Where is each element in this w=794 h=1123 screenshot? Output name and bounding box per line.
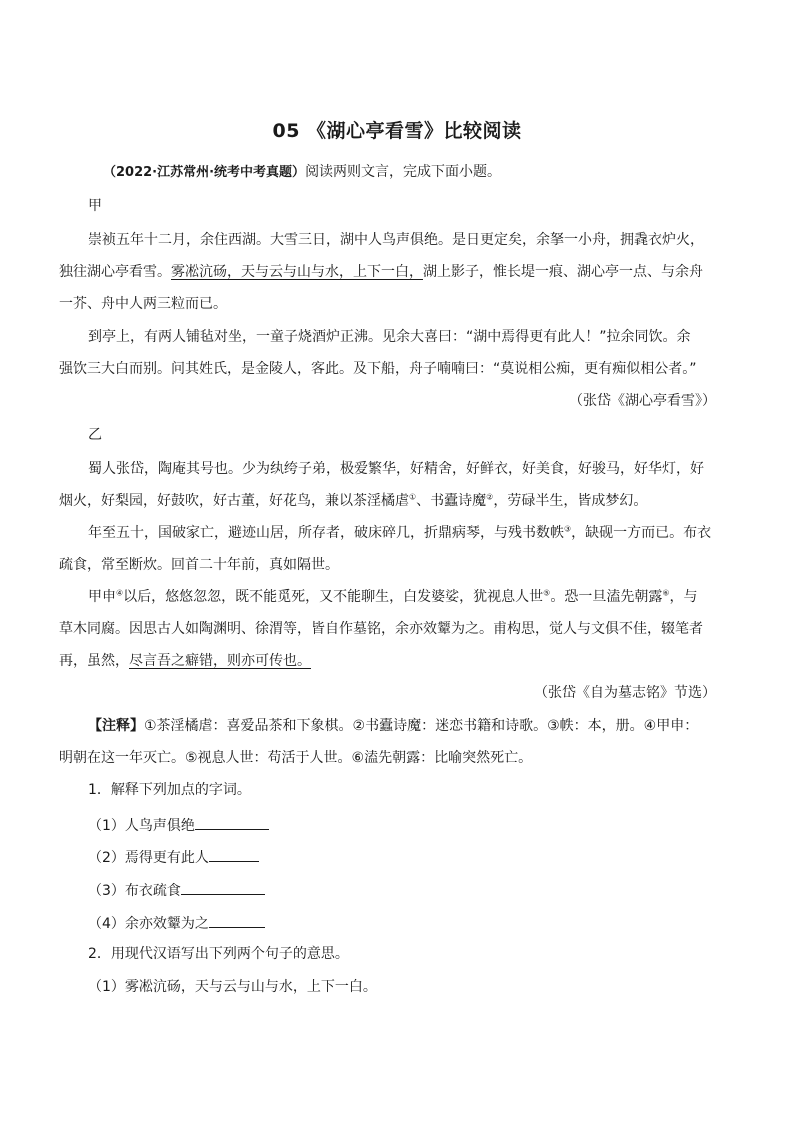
- notes-label: 【注释】: [88, 718, 144, 734]
- jia-p1-line3: 一芥、舟中人两三粒而已。: [59, 296, 227, 312]
- yi-p3-line1: [88, 587, 698, 607]
- q1-item-4-text: （4）余亦效颦为之: [88, 916, 209, 932]
- underlined-sentence-jia: 雾凇沆砀，天与云与山与水，上下一白，: [171, 264, 423, 280]
- jia-p1-line2: [59, 262, 703, 282]
- yi-p3-line1-a: 甲申: [88, 589, 116, 605]
- yi-p3-line3: [59, 651, 311, 671]
- notes-text-1: ①茶淫橘虐：喜爱品茶和下象棋。②书蠹诗魔：迷恋书籍和诗歌。③帙：本，册。④甲申：: [144, 718, 699, 734]
- jia-p1-line2-b: 湖上影子，惟长堤一痕、湖心亭一点、与余舟: [423, 264, 703, 280]
- document-title: 05 《湖心亭看雪》比较阅读: [272, 120, 522, 142]
- yi-citation: （张岱《自为墓志铭》节选）: [534, 685, 716, 701]
- answer-blank[interactable]: [181, 879, 265, 895]
- jia-p1-line1: 崇祯五年十二月，余住西湖。大雪三日，湖中人鸟声俱绝。是日更定矣，余拏一小舟，拥毳衣炉火，: [88, 232, 704, 248]
- yi-p3-line2: 草木同腐。因思古人如陶渊明、徐渭等，皆自作墓铭，余亦效颦为之。甫构思，觉人与文俱不佳，辍笔者: [59, 621, 703, 637]
- intro-instruction: 阅读两则文言，完成下面小题。: [305, 164, 502, 180]
- question-2: 2．用现代汉语写出下列两个句子的意思。: [88, 946, 349, 962]
- note-marker-2: ②: [486, 492, 494, 502]
- q1-item-1: [88, 814, 269, 836]
- yi-p2-line1-a: 年至五十，国破家亡，避迹山居，所存者，破床碎几，折鼎病琴，与残书数帙: [88, 525, 564, 541]
- q2-item-1: （1）雾凇沆砀，天与云与山与水，上下一白。: [88, 979, 377, 995]
- passage-jia-label: 甲: [88, 198, 102, 214]
- jia-p2-line1: 到亭上，有两人铺毡对坐，一童子烧酒炉正沸。见余大喜曰：“湖中焉得更有此人！”拉余同饮。余: [88, 329, 691, 345]
- yi-p3-line1-b: 以后，悠悠忽忽，既不能觅死，又不能聊生，白发婆娑，犹视息人世: [123, 589, 544, 605]
- yi-p1-line2: [59, 491, 647, 511]
- jia-p2-line2: 强饮三大白而别。问其姓氏，是金陵人，客此。及下船，舟子喃喃曰：“莫说相公痴，更有痴似相公者。”: [59, 361, 697, 377]
- answer-blank[interactable]: [209, 912, 265, 928]
- jia-citation: （张岱《湖心亭看雪》）: [569, 393, 716, 409]
- yi-p3-line1-d: ，与: [669, 589, 698, 605]
- yi-p3-line1-c: 。恐一旦溘先朝露: [550, 589, 663, 605]
- note-marker-3: ③: [564, 524, 572, 534]
- yi-p2-line1-b: ，缺砚一方而已。布衣: [571, 525, 712, 541]
- yi-p1-line2-b: 、书蠹诗魔: [416, 493, 487, 509]
- q1-item-2-text: （2）焉得更有此人: [88, 850, 209, 866]
- yi-p1-line1: 蜀人张岱，陶庵其号也。少为纨绔子弟，极爱繁华，好精舍，好鲜衣，好美食，好骏马，好华灯，好: [88, 461, 704, 477]
- answer-blank[interactable]: [195, 814, 269, 830]
- notes-line2: 明朝在这一年灭亡。⑤视息人世：苟活于人世。⑥溘先朝露：比喻突然死亡。: [59, 750, 533, 766]
- answer-blank[interactable]: [209, 846, 259, 862]
- notes-line1: [88, 716, 698, 736]
- yi-p2-line1: [88, 523, 711, 543]
- q1-item-4: [88, 912, 265, 934]
- yi-p1-line2-c: ，劳碌半生，皆成梦幻。: [493, 493, 648, 509]
- jia-p1-line2-a: 独往湖心亭看雪。: [59, 264, 171, 280]
- passage-yi-label: 乙: [88, 427, 102, 443]
- q1-item-3-text: （3）布衣疏食: [88, 883, 181, 899]
- note-marker-6: ⑥: [662, 588, 670, 598]
- q1-item-3: [88, 879, 265, 901]
- q1-item-2: [88, 846, 259, 868]
- note-marker-1: ①: [409, 492, 417, 502]
- note-marker-4: ④: [116, 588, 124, 598]
- underlined-sentence-yi: 尽言吾之癖错，则亦可传也。: [129, 653, 311, 669]
- question-source: （2022·江苏常州·统考中考真题）: [103, 165, 306, 180]
- yi-p3-line3-a: 再，虽然，: [59, 653, 129, 669]
- note-marker-5: ⑤: [543, 588, 551, 598]
- yi-p2-line2: 疏食，常至断炊。回首二十年前，真如隔世。: [59, 557, 339, 573]
- intro-line: [103, 162, 501, 183]
- question-1: 1．解释下列加点的字词。: [88, 782, 251, 798]
- q1-item-1-text: （1）人鸟声俱绝: [88, 818, 195, 834]
- yi-p1-line2-a: 烟火，好梨园，好鼓吹，好古董，好花鸟，兼以茶淫橘虐: [59, 493, 409, 509]
